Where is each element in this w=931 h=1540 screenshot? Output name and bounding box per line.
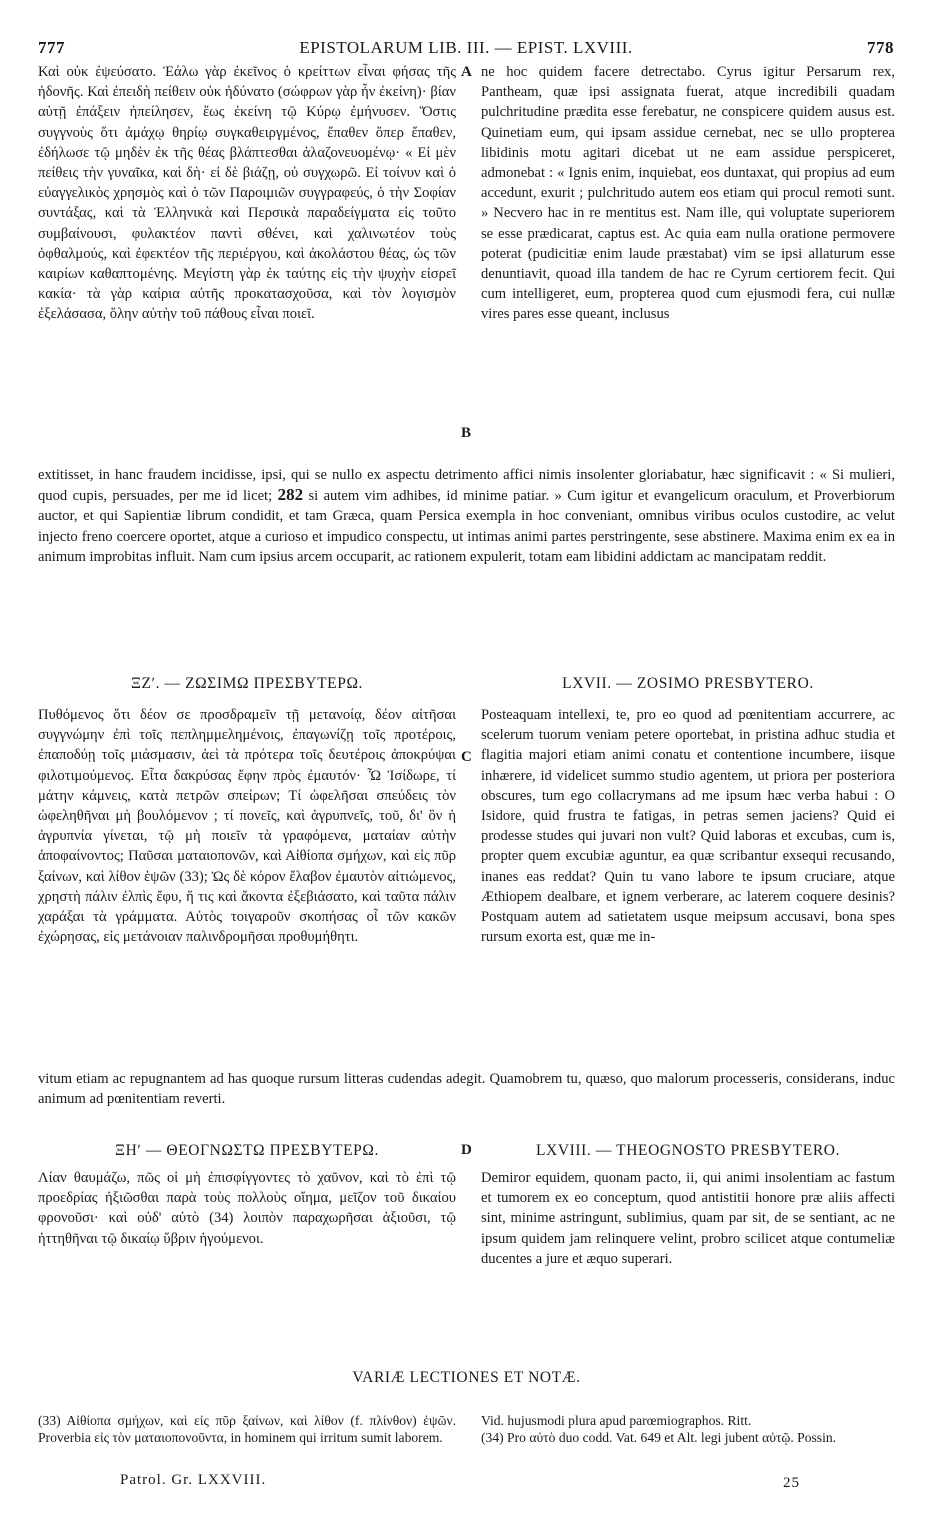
greek-title-68: ΞΗʹ — ΘΕΟΓΝΩΣΤΩ ΠΡΕΣΒΥΤΕΡΩ. (115, 1142, 379, 1159)
greek-column-68 (38, 1168, 456, 1328)
latin-title-67: LXVII. — ZOSIMO PRESBYTERO. (562, 675, 814, 692)
note-33: (33) Αἰθίοπα σμήχων, καὶ εἰς πῦρ ξαίνων, καὶ λίθον (f. πλίνθον) ἑψῶν. Proverbia εἰς τὸν ματαιοπονοῦντα, in hominem qui irritum sumit laborem. (38, 1413, 456, 1445)
latin-title-68: LXVIII. — THEOGNOSTO PRESBYTERO. (535, 1142, 841, 1159)
note-ritt: Vid. hujusmodi plura apud parœmiographos. Ritt. (481, 1413, 752, 1428)
latin-text-top: ne hoc quidem facere detrectabo. Cyrus igitur Persarum rex, Pantheam, quæ ipsi assignata fuerat, atque incredibili quadam pulchritudine prædita esse ferebatur, ne conspicere quidem ausus est. Quinetiam eum, qui ipsam assidue cernebat, nec se ullo propterea libidinis motu agitari dicebat ut ne eam assidue perspiceret, admonebat : « Ignis enim, inquiebat, eos duntaxat, qui propius ad eum accedunt, exurit ; pulchritudo autem eos etiam qui procul remoti sunt. » Necvero hac in re mentitus est. Nam ille, qui voluptate superiorem se esse prædicarat, captus est. Ac quia eam nulla oratione permovere poterat (pudicitiæ enim laude præstabat) vim se ipsi allaturum esse denuntiavit, quoad illa tandem de hac re Cyrum certiorem fecit. Qui cum intelligeret, eum, propterea quod cum ejusmodi fera, cui nullæ vires pares esse queant, inclusus (481, 64, 895, 323)
latin-full-after: si autem vim adhibes, id minime patiar. » Cum igitur et evangelicum oraculum, et Proverbiorum auctor, et qui Sapientiæ librum condidit, et tam Græca, quam Persica exempla in hoc conveniant, omnibus viribus oculos custodire, ac velut injecto freno coercere oportet, atque a curioso et impudico conspectu, ut intimas animi partes perstringente, sese abstinere. Maxima enim ex ea in animum improbitas influit. Nam cum ipsius arcem occuparit, ac rationem expulerit, totam eam libidini addictam ac mancipatam reddit. (38, 488, 895, 565)
latin-text-68: Demiror equidem, quonam pacto, ii, qui animi insolentiam ac fastum et tumorem ex eo conceptum, quod antistitii honore præ aliis affecti sint, minime astringunt, sublimius, quam par sit, de se sentiant, ac ne ipsum quidem jam relinquere velint, probro scilicet atque contumeliæ ducentes a jure et æquo superari. (481, 1170, 895, 1267)
notes-right (481, 1412, 895, 1446)
margin-letter-b: B (461, 425, 472, 441)
margin-letter-a: A (461, 64, 472, 80)
latin-column-67 (481, 705, 895, 1055)
running-header (38, 38, 894, 60)
footer-signature-number: 25 (783, 1475, 800, 1491)
page-number-left: 777 (38, 38, 65, 57)
latin-column-68 (481, 1168, 895, 1328)
column-number: 282 (277, 485, 304, 505)
greek-column-top (38, 62, 456, 462)
latin-full-width-continuation (38, 465, 895, 567)
latin-text-67: Posteaquam intellexi, te, pro eo quod ad pœnitentiam accurrere, ac scelerum tuorum veniam petere oportebat, in pristina adhuc studia et flagitia majori etiam animi conatu et contentione incumbere, iisque inhærere, id videlicet summo studio agentem, ut priora per posteriora obscures, tum ego collacrymans ad me ipsum hæc verba habui : O Isidore, quid frustra te fatigas, in petras semen jaciens? Quid ei prodesse studes qui juvari non vult? Quid laboras et excubas, cum is, propter quem excubiæ aguntur, ea quæ scribantur exsequi recusando, inanes eas reddat? Quin tu vano labore te ipsum cruciare, atque Æthiopem dealbare, et ignem verberare, ac laterem coquere desinis? Postquam autem ad satietatem usque meipsum accusavi, bona spes rursum exorta est, quæ me in- (481, 707, 895, 946)
greek-text-top: Καὶ οὐκ ἐψεύσατο. Ἑάλω γὰρ ἐκεῖνος ὁ κρείττων εἶναι φήσας τῆς ἡδονῆς. Καὶ ἐπειδὴ πείθειν οὐκ ἠδύνατο (σώφρων γὰρ ἦν ἐκείνη)· βίαν αὐτῇ ἐπάξειν ἠπείλησεν, ἕως ἐκείνη τῷ Κύρῳ ἐμήνυσεν. Ὅστις συγγνοὺς ὅτι ἀμάχῳ θηρίῳ συγκαθειργμένος, ἔπαθεν ὅπερ ἔπαθεν, ἐδήλωσε τῷ μηδὲν ἐκ τῆς θέας βλάπτεσθαι ἀλαζονευομένῳ· « Εἰ μὲν πείθεις τὴν γυναῖκα, καὶ δὴ· εἰ δὲ βιάζῃ, οὐ συγχωρῶ. Εἰ τοίνυν καὶ ὁ εὐαγγελικὸς χρησμὸς καὶ ὁ τῶν Παροιμιῶν συγγραφεύς, ὁ τὴν Σοφίαν συντάξας, καὶ τὰ Ἑλληνικὰ καὶ Περσικὰ παραδείγματα εἰς τοῦτο συμβαίνουσι, φυλακτέον παντὶ σθένει, καὶ χαλινωτέον τοὺς ὀφθαλμούς, καὶ ἐφεκτέον τῆς περιέργου, καὶ ἀκολάστου θέας, ὡς τῶν καιρίων καθαπτομένης. Μεγίστη γὰρ ἐκ ταύτης εἰς τὴν ψυχὴν εἰσρεῖ κακία· τὰ γὰρ καίρια αὐτῆς προκατασχοῦσα, καὶ τὸν λογισμὸν ἐξελάσασα, ὅλην αὐτὴν τοῦ πάθους εἶναι ποιεῖ. (38, 64, 456, 323)
latin-full-width-end: vitum etiam ac repugnantem ad has quoque rursum litteras cudendas adegit. Quamobrem tu, quæso, quo malorum processeris, considerans, induc animum ad pœnitentiam reverti. (38, 1071, 895, 1108)
greek-text-67: Πυθόμενος ὅτι δέον σε προσδραμεῖν τῇ μετανοίᾳ, δέον αἰτῆσαι συγγνώμην ἐπὶ τοῖς πεπλημμελημένοις, ἐπαγωνίζῃ τοῖς προτέροις, ἐπαποδύῃ τοῖς μιάσμασιν, ἀεὶ τὰ πρότερα τοῖς δευτέροις ἀποκρύψαι φιλοτιμούμενος. Εἶτα δακρύσας ἔφην πρὸς ἐμαυτόν· Ὦ Ἰσίδωρε, τί μάτην κάμνεις, κατὰ πετρῶν σπείρων; Τί ὠφελῆσαι σπεύδεις τὸν ὠφεληθῆναι μὴ βουλόμενον ; τί πονεῖς, καὶ ἀγρυπνεῖς, τοῦ, δι' ὃν ἡ ἀγρυπνία γίνεται, τῷ μὴ ποιεῖν τὰ γραφόμενα, ματαίαν αὐτὴν ἀποφαίνοντος; Παῦσαι ματαιοπονῶν, καὶ Αἰθίοπα σμήχων, καὶ εἰς πῦρ ξαίνων, καὶ λίθον ἑψῶν (33); Ὡς δὲ κόρον ἔλαβον ἐμαυτὸν αἰτιώμενος, χρηστὴ πάλιν ἐλπὶς ἔφυ, ἥ τις καὶ ἄκοντα ἐξεβιάσατο, καὶ ταῦτα πάλιν χαράξαι τὰ γράμματα. Αὐτὸς τοιγαροῦν σκοπήσας οἷ τῶν κακῶν ἐχώρησας, εἰς μετάνοιαν παλινδρομῆσαι προθυμήθητι. (38, 707, 456, 946)
latin-column-top (481, 62, 895, 462)
greek-column-67 (38, 705, 456, 1055)
latin-full-before: extitisset, in hanc fraudem incidisse, ipsi, qui se nullo ex aspectu detrimento affici nimis insolenter gloriabatur, hæc significavit : « Si mulieri, quod cupis, persuades, per me id licet; (38, 467, 895, 505)
page-number-right: 778 (867, 38, 894, 57)
margin-letter-c: C (461, 749, 472, 765)
running-title: EPISTOLARUM LIB. III. — EPIST. LXVIII. (299, 38, 633, 57)
notes-heading: VARIÆ LECTIONES ET NOTÆ. (352, 1369, 581, 1386)
greek-title-67: ΞΖʹ. — ΖΩΣΙΜΩ ΠΡΕΣΒΥΤΕΡΩ. (130, 675, 364, 692)
footer-patrologia: Patrol. Gr. LXXVIII. (120, 1472, 267, 1488)
margin-letter-d: D (461, 1142, 472, 1158)
note-34: (34) Pro αὐτὸ duo codd. Vat. 649 et Alt. legi jubent αὐτῷ. Possin. (481, 1430, 837, 1445)
greek-text-68: Λίαν θαυμάζω, πῶς οἱ μὴ ἐπισφίγγοντες τὸ χαῦνον, καὶ τὸ ἐπὶ τῷ προεδρίας ἠξιῶσθαι παρὰ τοὺς πολλοὺς οἴημα, μεῖζον τοῦ δικαίου φρονοῦσι· καὶ οὐδ' αὐτὸ (34) λοιπὸν παραχωρῆσαι ἀξιοῦσι, τῷ ἡττηθῆναι τῷ δικαίῳ ὕβριν ἡγούμενοι. (38, 1170, 456, 1247)
